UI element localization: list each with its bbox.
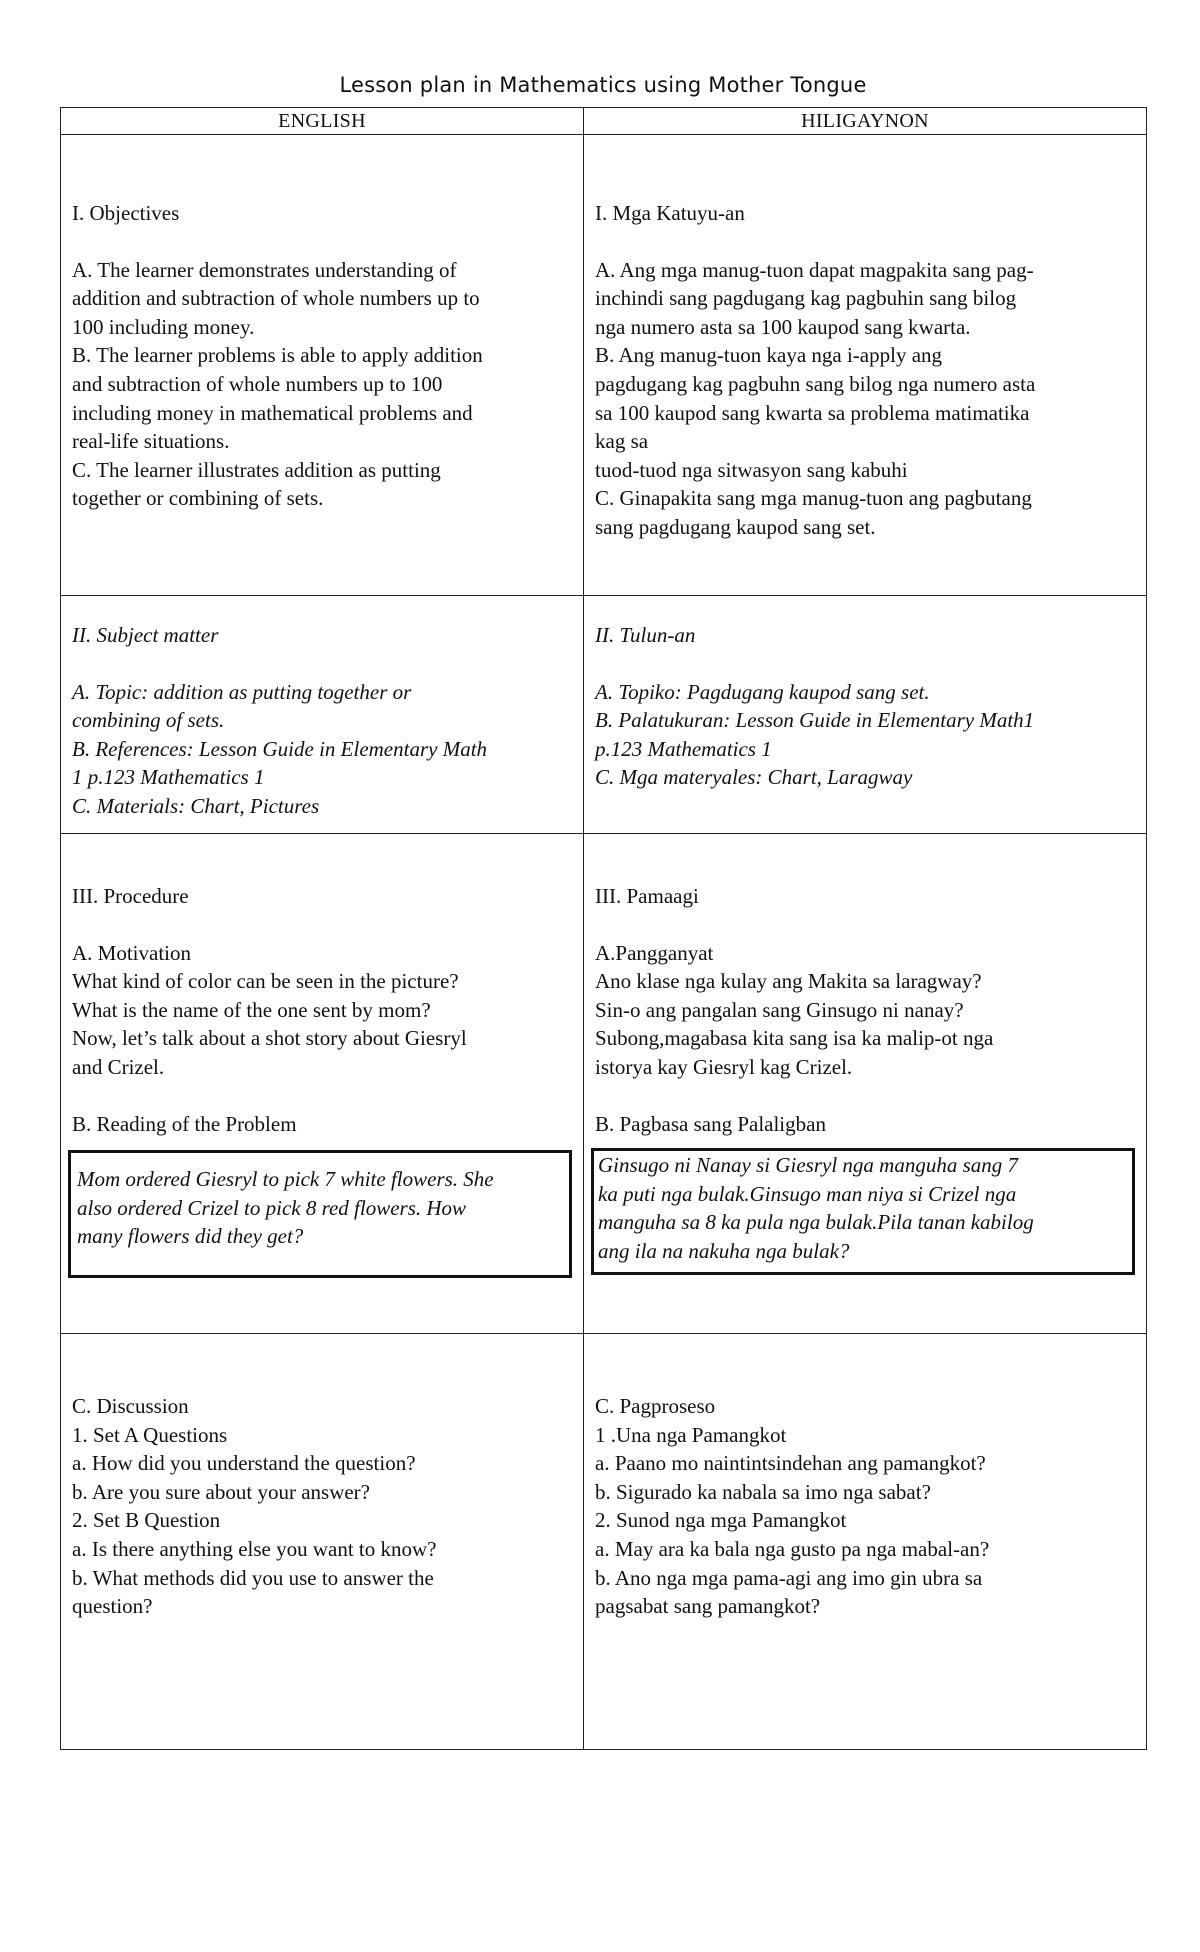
text-line: What is the name of the one sent by mom? xyxy=(72,997,431,1022)
text-line: Sin-o ang pangalan sang Ginsugo ni nanay? xyxy=(595,997,964,1022)
text-line: inchindi sang pagdugang kag pagbuhin sang bilog xyxy=(595,286,1017,311)
text-line: 1 p.123 Mathematics 1 xyxy=(72,765,265,790)
section-title: II. Tulun-an xyxy=(595,623,696,647)
problem-box-english xyxy=(68,1150,572,1278)
procedure-row xyxy=(61,834,1147,1334)
objectives-hiligaynon-cell xyxy=(584,135,1147,596)
subject-row xyxy=(61,596,1147,834)
text-line: What kind of color can be seen in the picture? xyxy=(72,969,459,994)
text-line: A. Topic: addition as putting together or xyxy=(72,679,412,704)
procedure-hiligaynon-cell xyxy=(584,834,1147,1334)
text-line: manguha sa 8 ka pula nga bulak.Pila tanan kabilog xyxy=(598,1210,1034,1235)
text-line: A. Ang mga manug-tuon dapat magpakita sang pag- xyxy=(595,257,1034,282)
text-line: ang ila na nakuha nga bulak? xyxy=(598,1238,850,1263)
subsection-title: A.Pangganyat xyxy=(595,940,714,965)
text-line: b. Sigurado ka nabala sa imo nga sabat? xyxy=(595,1479,931,1504)
text-line: and subtraction of whole numbers up to 100 xyxy=(72,371,443,396)
objectives-row xyxy=(61,135,1147,596)
header-row xyxy=(61,108,1147,135)
discussion-english-cell xyxy=(61,1334,584,1750)
problem-box-hiligaynon xyxy=(591,1148,1135,1274)
text-line: b. Ano nga mga pama-agi ang imo gin ubra sa xyxy=(595,1565,983,1590)
text-line: and Crizel. xyxy=(72,1054,165,1079)
text-line: sang pagdugang kaupod sang set. xyxy=(595,514,876,539)
text-line: 2. Set B Question xyxy=(72,1508,221,1533)
text-line: real-life situations. xyxy=(72,429,230,454)
text-line: question? xyxy=(72,1594,153,1619)
procedure-english-cell xyxy=(61,834,584,1334)
text-line: C. Ginapakita sang mga manug-tuon ang pagbutang xyxy=(595,486,1032,511)
section-title: III. Pamaagi xyxy=(595,884,699,908)
objectives-english-cell xyxy=(61,135,584,596)
text-line: Ginsugo ni Nanay si Giesryl nga manguha sang 7 xyxy=(598,1153,1018,1178)
header-hiligaynon: HILIGAYNON xyxy=(584,108,1147,135)
text-line: B. Palatukuran: Lesson Guide in Elementary Math1 xyxy=(595,708,1035,733)
text-line: A. Topiko: Pagdugang kaupod sang set. xyxy=(595,679,930,704)
text-line: b. Are you sure about your answer? xyxy=(72,1479,370,1504)
text-line: together or combining of sets. xyxy=(72,486,324,511)
text-line: including money in mathematical problems and xyxy=(72,400,473,425)
text-line: B. Ang manug-tuon kaya nga i-apply ang xyxy=(595,343,943,368)
text-line: a. May ara ka bala nga gusto pa nga mabal-an? xyxy=(595,1536,990,1561)
text-line: 2. Sunod nga mga Pamangkot xyxy=(595,1508,847,1533)
text-line: combining of sets. xyxy=(72,708,225,733)
subsection-title: B. Reading of the Problem xyxy=(72,1111,297,1136)
section-title: III. Procedure xyxy=(72,884,189,908)
text-line: C. The learner illustrates addition as putting xyxy=(72,457,441,482)
subsection-title: B. Pagbasa sang Palaligban xyxy=(595,1111,826,1136)
section-title: C. Discussion xyxy=(72,1394,189,1418)
subject-hiligaynon-cell xyxy=(584,596,1147,834)
text-line: sa 100 kaupod sang kwarta sa problema matimatika xyxy=(595,400,1030,425)
discussion-hiligaynon-cell xyxy=(584,1334,1147,1750)
text-line: C. Mga materyales: Chart, Laragway xyxy=(595,765,913,790)
lesson-plan-table xyxy=(60,107,1147,1750)
text-line: Ano klase nga kulay ang Makita sa laragway? xyxy=(595,969,982,994)
subject-english-cell xyxy=(61,596,584,834)
text-line: a. How did you understand the question? xyxy=(72,1451,416,1476)
text-line: pagsabat sang pamangkot? xyxy=(595,1594,821,1619)
text-line: C. Materials: Chart, Pictures xyxy=(72,793,320,818)
text-line: Subong,magabasa kita sang isa ka malip-ot nga xyxy=(595,1026,994,1051)
text-line: kag sa xyxy=(595,429,649,454)
section-title: I. Mga Katuyu-an xyxy=(595,201,745,225)
text-line: 1 .Una nga Pamangkot xyxy=(595,1422,787,1447)
text-line: B. References: Lesson Guide in Elementary Math xyxy=(72,736,488,761)
subsection-title: A. Motivation xyxy=(72,940,191,965)
text-line: 1. Set A Questions xyxy=(72,1422,228,1447)
text-line: p.123 Mathematics 1 xyxy=(595,736,772,761)
text-line: many flowers did they get? xyxy=(77,1224,304,1249)
text-line: pagdugang kag pagbuhn sang bilog nga numero asta xyxy=(595,371,1036,396)
text-line: Now, let’s talk about a shot story about Giesryl xyxy=(72,1026,467,1051)
section-title: I. Objectives xyxy=(72,201,180,225)
text-line: tuod-tuod nga sitwasyon sang kabuhi xyxy=(595,457,908,482)
text-line: Mom ordered Giesryl to pick 7 white flowers. She xyxy=(77,1167,494,1192)
text-line: A. The learner demonstrates understanding of xyxy=(72,257,457,282)
text-line: B. The learner problems is able to apply addition xyxy=(72,343,483,368)
discussion-row xyxy=(61,1334,1147,1750)
text-line: nga numero asta sa 100 kaupod sang kwarta. xyxy=(595,314,971,339)
text-line: ka puti nga bulak.Ginsugo man niya si Crizel nga xyxy=(598,1181,1017,1206)
text-line: b. What methods did you use to answer the xyxy=(72,1565,434,1590)
page-title: Lesson plan in Mathematics using Mother Tongue xyxy=(339,73,867,97)
text-line: addition and subtraction of whole numbers up to xyxy=(72,286,480,311)
text-line: 100 including money. xyxy=(72,314,255,339)
text-line: istorya kay Giesryl kag Crizel. xyxy=(595,1054,853,1079)
text-line: a. Is there anything else you want to know? xyxy=(72,1536,437,1561)
header-english: ENGLISH xyxy=(61,108,584,135)
section-title: II. Subject matter xyxy=(72,623,219,647)
text-line: also ordered Crizel to pick 8 red flowers. How xyxy=(77,1195,467,1220)
text-line: a. Paano mo naintintsindehan ang pamangkot? xyxy=(595,1451,986,1476)
section-title: C. Pagproseso xyxy=(595,1394,716,1418)
